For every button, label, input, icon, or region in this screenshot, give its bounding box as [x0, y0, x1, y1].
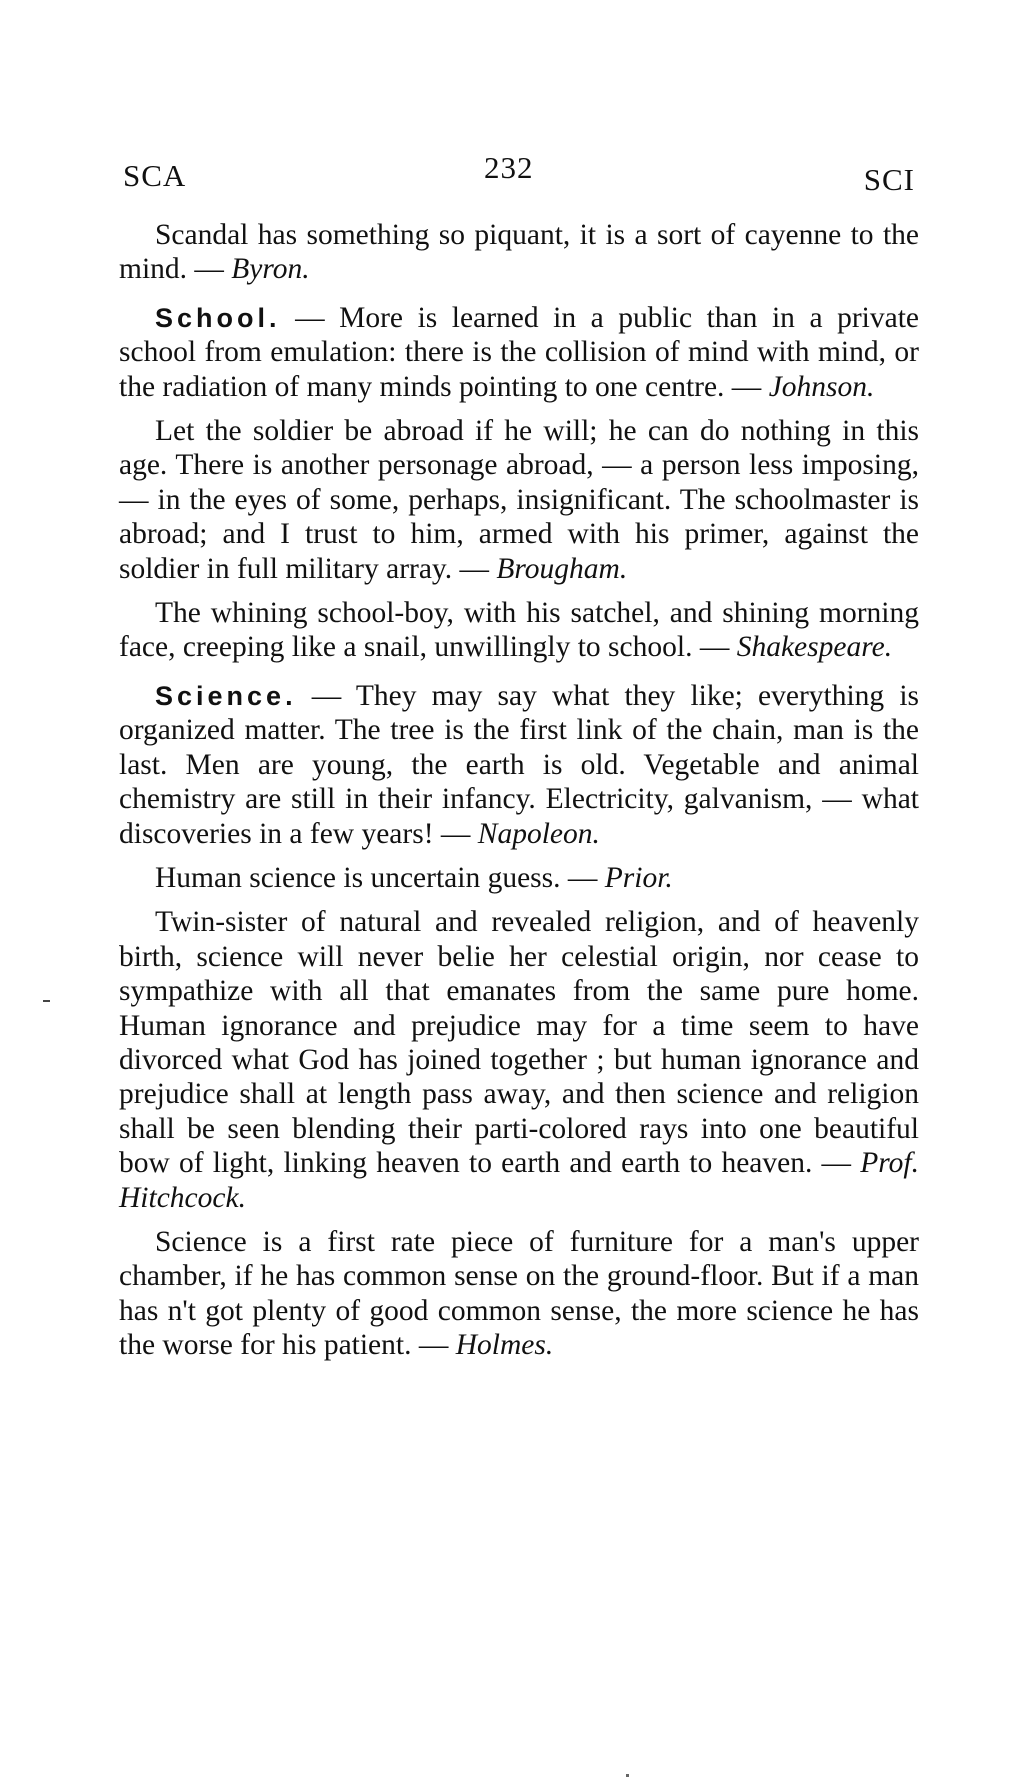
- margin-mark: [43, 1000, 50, 1002]
- quote-author: Byron.: [231, 253, 310, 286]
- quote-text: Science is a first rate piece of furniture for a man's upper chamber, if he has common sense on the ground-floor. But if a man has n't got plenty of good common sense, the more science he has the worse for his patient. —: [119, 1225, 919, 1362]
- quote-author: Holmes.: [455, 1329, 554, 1362]
- quote-text: Human science is uncertain guess. —: [155, 861, 598, 894]
- quote-paragraph: [119, 414, 919, 586]
- quote-text: — More is learned in a public than in a private school from emulation: there is the collision of mind with mind, or the radiation of many minds pointing to one centre. —: [119, 301, 919, 403]
- quote-author: Shakespeare.: [736, 631, 893, 664]
- quote-author: Prof. Hitchcock.: [119, 1147, 920, 1214]
- page-body: [119, 218, 919, 1373]
- quote-paragraph: [119, 1225, 919, 1363]
- quote-paragraph: [119, 679, 919, 851]
- quote-author: Napoleon.: [477, 817, 600, 850]
- header-left-guide-word: SCA: [123, 158, 187, 193]
- page-number: 232: [484, 150, 534, 185]
- quote-paragraph: [119, 861, 919, 895]
- page-header: [123, 150, 915, 197]
- quote-text: — They may say what they like; everything is organized matter. The tree is the first link of the chain, man is the last. Men are young, the earth is old. Vegetable and animal chemistry are still in their infancy. Electricity, galvanism, — what discoveries in a few years! —: [119, 679, 919, 850]
- quote-paragraph: [119, 596, 919, 665]
- quote-text: Let the soldier be abroad if he will; he can do nothing in this age. There is another personage abroad, — a person less imposing, — in the eyes of some, perhaps, insignificant. The schoolmaster is abroad; and I trust to him, armed with his primer, against the soldier in full military array. —: [119, 415, 919, 585]
- quote-paragraph: [119, 301, 919, 404]
- topic-keyword: Science.: [155, 680, 297, 711]
- quote-paragraph: [119, 218, 919, 287]
- quote-author: Brougham.: [496, 552, 628, 585]
- margin-mark: [626, 1774, 629, 1777]
- quote-paragraph: [119, 905, 919, 1215]
- quote-author: Prior.: [604, 861, 673, 894]
- header-right-guide-word: SCI: [863, 162, 915, 197]
- quote-text: Twin-sister of natural and revealed religion, and of heavenly birth, science will never belie her celestial origin, nor cease to sympathize with all that emanates from the same pure home. Human ignorance and prejudice may for a time seem to have divorced what God has joined together ; but human ignorance and prejudice shall at length pass away, and then science and religion shall be seen blending their parti-colored rays into one beautiful bow of light, linking heaven to earth and earth to heaven. —: [119, 906, 919, 1180]
- topic-keyword: School.: [155, 302, 281, 333]
- quote-text: The whining school-boy, with his satchel, and shining morning face, creeping like a snail, unwillingly to school. —: [119, 597, 919, 664]
- quote-text: Scandal has something so piquant, it is a sort of cayenne to the mind. —: [119, 219, 919, 286]
- quote-author: Johnson.: [768, 370, 875, 403]
